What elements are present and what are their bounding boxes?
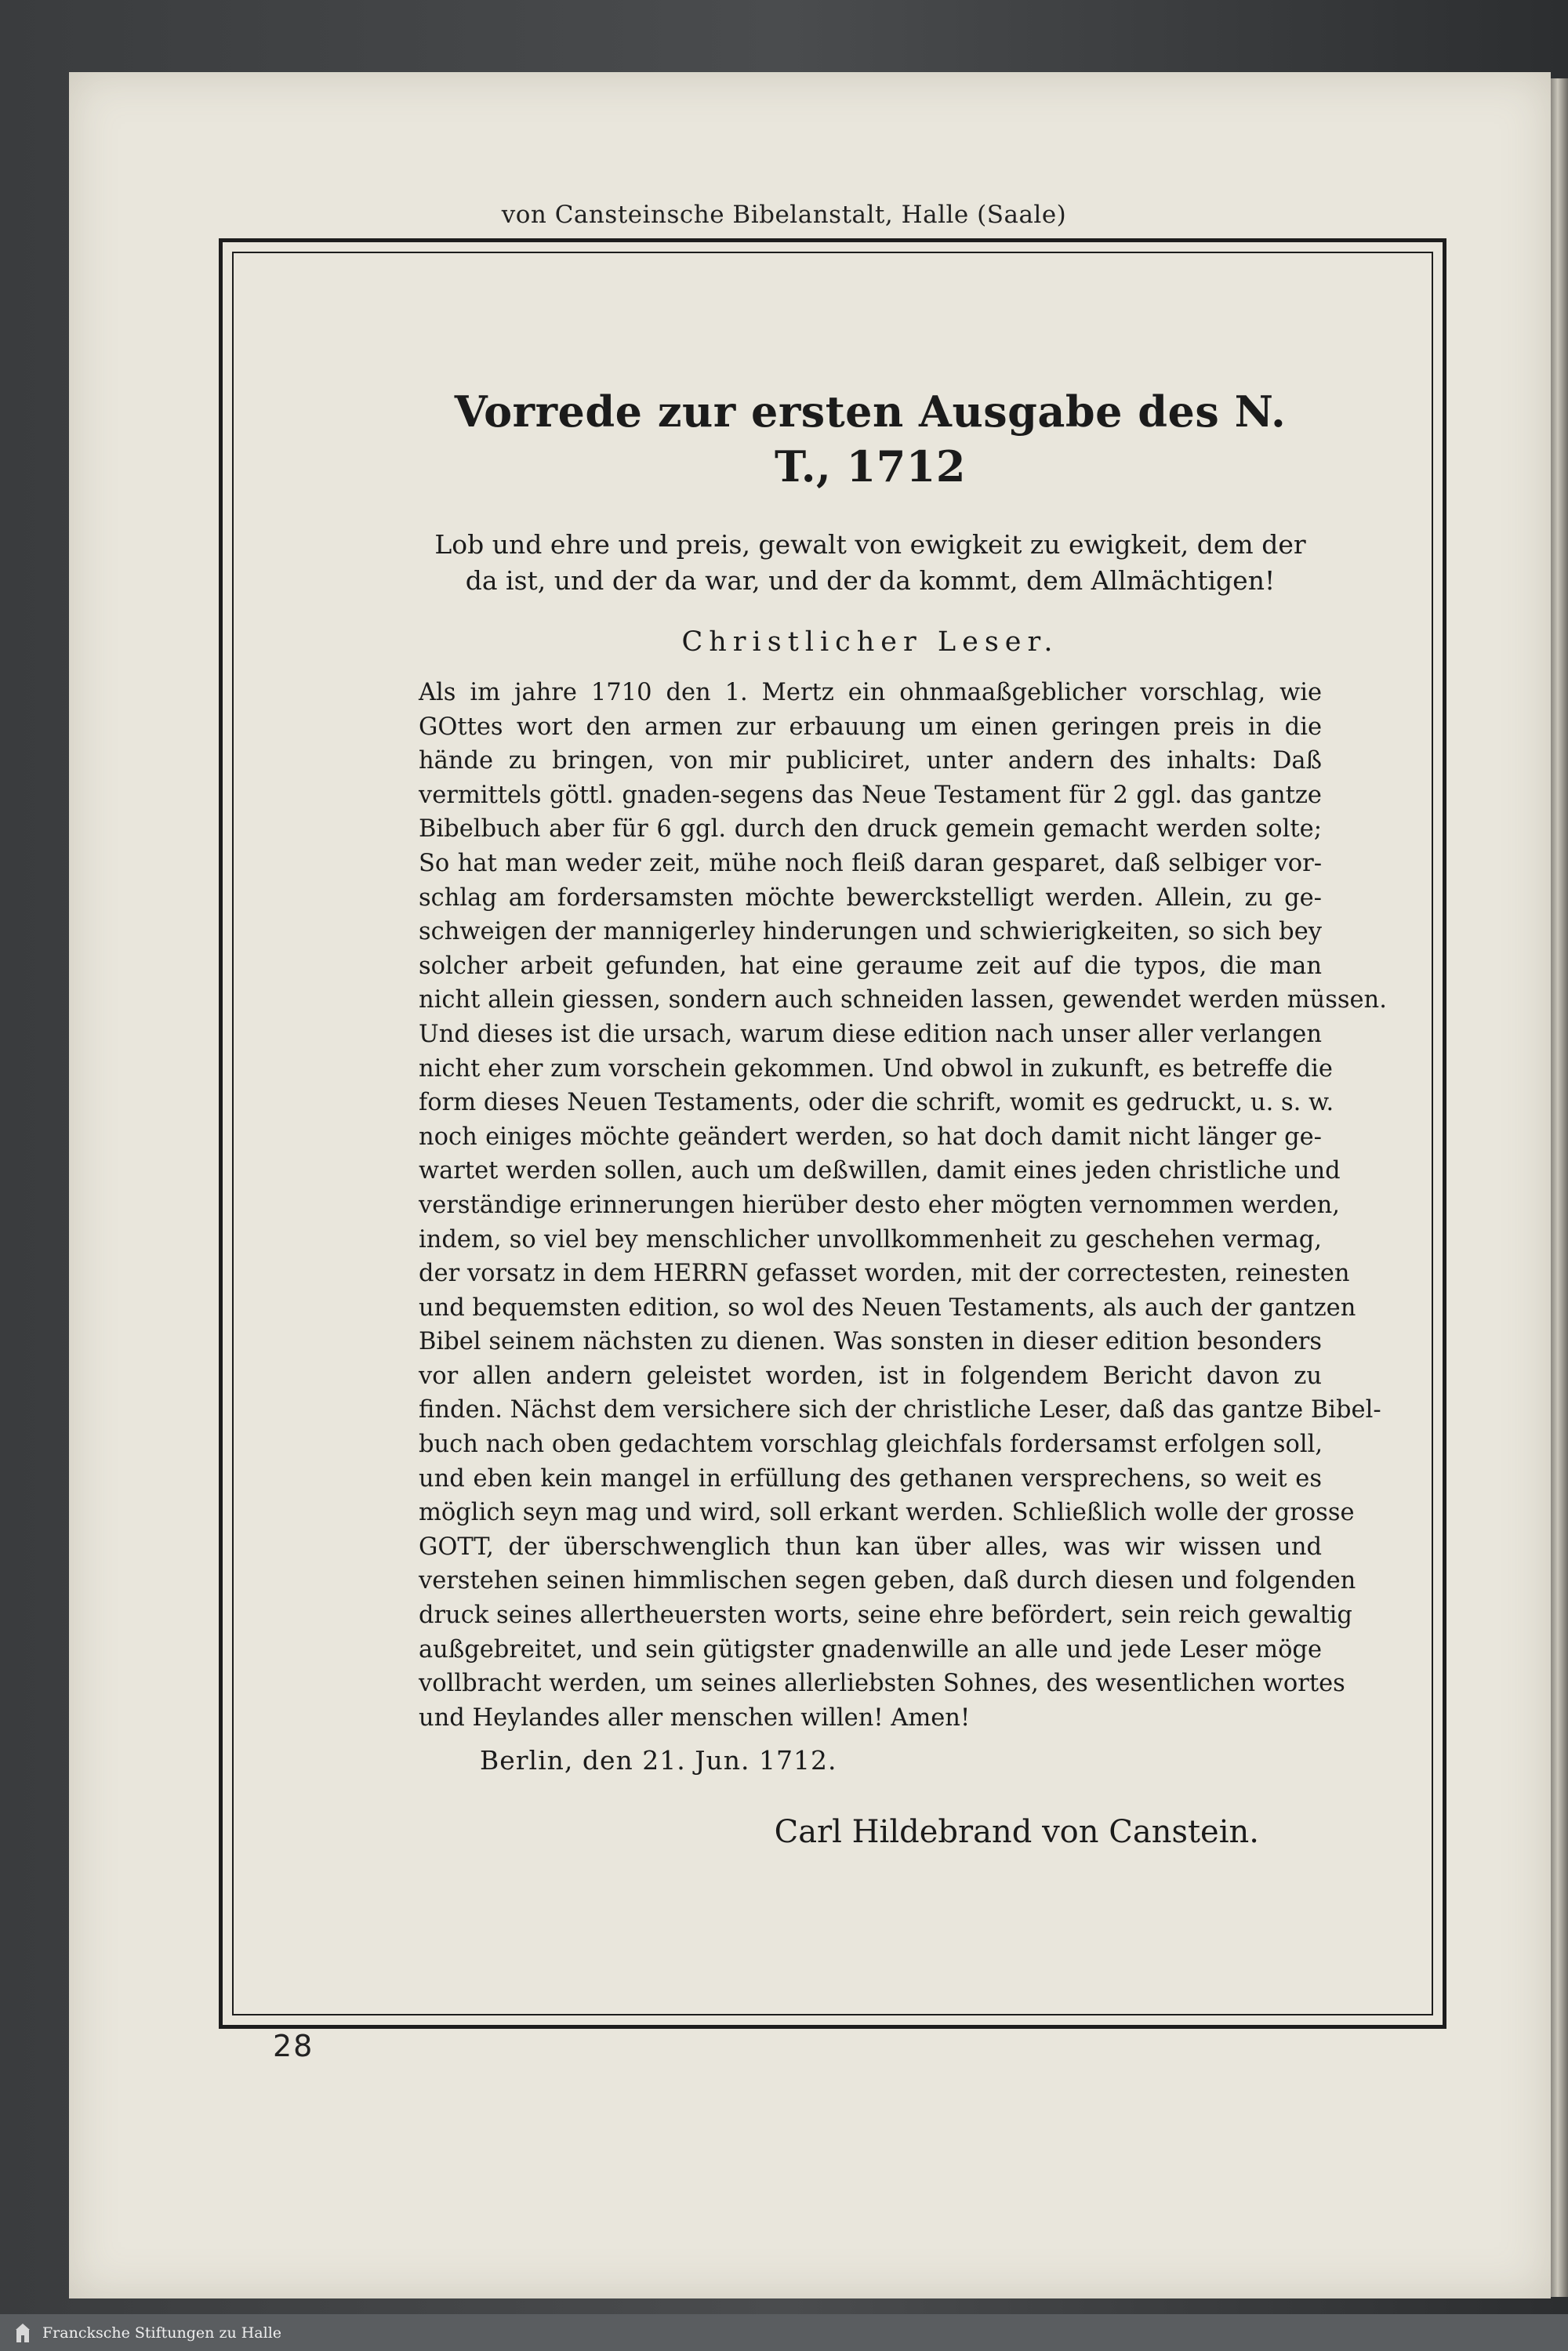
salutation: Christlicher Leser. (681, 626, 1059, 658)
body-line: schweigen der mannigerley hinderungen und schwierigkeiten, so sich bey (419, 918, 1322, 946)
body-line: nicht eher zum vorschein gekommen. Und obwol in zukunft, es betreffe die (419, 1054, 1333, 1083)
doxology: Lob und ehre und preis, gewalt von ewigkeit zu ewigkeit, dem der da ist, und der da war, und der da kommt, dem Allmächtigen! (434, 529, 1306, 596)
running-head: von Cansteinsche Bibelanstalt, Halle (Saale) (501, 201, 1067, 229)
body-line: nicht allein giessen, sondern auch schneiden lassen, gewendet werden müssen. (419, 986, 1387, 1014)
preface-body (419, 676, 1387, 1735)
body-line: wartet werden sollen, auch um deßwillen, damit eines jeden christliche und (419, 1157, 1341, 1185)
body-line: und Heylandes aller menschen willen! Amen! (419, 1703, 971, 1732)
body-line: außgebreitet, und sein gütigster gnadenwille an alle und jede Leser möge (419, 1635, 1322, 1663)
body-line: und bequemsten edition, so wol des Neuen Testaments, als auch der gantzen (419, 1293, 1356, 1322)
body-line: GOTT, der überschwenglich thun kan über alles, was wir wissen und (419, 1533, 1322, 1561)
body-line: GOttes wort den armen zur erbauung um einen geringen preis in die (419, 713, 1322, 741)
body-line: indem, so viel bey menschlicher unvollkommenheit zu geschehen vermag, (419, 1225, 1322, 1254)
body-line: vollbracht werden, um seines allerliebsten Sohnes, des wesentlichen wortes (419, 1670, 1345, 1698)
body-line: druck seines allertheuersten worts, seine ehre befördert, sein reich gewaltig (419, 1602, 1352, 1630)
body-line: hände zu bringen, von mir publiciret, unter andern des inhalts: Daß (419, 747, 1322, 775)
body-line: Als im jahre 1710 den 1. Mertz ein ohnmaaßgeblicher vorschlag, wie (419, 679, 1322, 706)
body-line: Bibelbuch aber für 6 ggl. durch den druck gemein gemacht werden solte; (419, 815, 1322, 844)
dateline: Berlin, den 21. Jun. 1712. (480, 1745, 837, 1776)
body-line: So hat man weder zeit, mühe noch fleiß daran gesparet, daß selbiger vor- (419, 849, 1322, 877)
archive-logo-icon (13, 2320, 33, 2346)
archive-footer-bar (0, 2314, 1568, 2351)
facing-page-edge (1551, 78, 1568, 2297)
text-block (419, 384, 1387, 1854)
body-line: möglich seyn mag und wird, soll erkant werden. Schließlich wolle der grosse (419, 1499, 1355, 1527)
body-line: buch nach oben gedachtem vorschlag gleichfals fordersamst erfolgen soll, (419, 1431, 1323, 1459)
body-line: verständige erinnerungen hierüber desto eher mögten vernommen werden, (419, 1191, 1340, 1219)
body-line: finden. Nächst dem versichere sich der christliche Leser, daß das gantze Bibel- (419, 1396, 1381, 1424)
body-line: und eben kein mangel in erfüllung des gethanen versprechens, so weit es (419, 1464, 1322, 1493)
body-line: solcher arbeit gefunden, hat eine geraume zeit auf die typos, die man (419, 952, 1322, 980)
page-number: 28 (273, 2029, 314, 2063)
body-line: noch einiges möchte geändert werden, so hat doch damit nicht länger ge- (419, 1123, 1322, 1151)
body-line: Und dieses ist die ursach, warum diese edition nach unser aller verlangen (419, 1020, 1322, 1048)
page-title: Vorrede zur ersten Ausgabe des N. T., 1712 (454, 386, 1287, 492)
body-line: form dieses Neuen Testaments, oder die schrift, womit es gedruckt, u. s. w. (419, 1089, 1334, 1117)
signature: Carl Hildebrand von Canstein. (774, 1814, 1259, 1851)
archive-label: Francksche Stiftungen zu Halle (42, 2324, 282, 2342)
body-line: verstehen seinen himmlischen segen geben, daß durch diesen und folgenden (419, 1567, 1356, 1595)
body-line: der vorsatz in dem HERRN gefasset worden, mit der correctesten, reinesten (419, 1260, 1350, 1288)
body-line: vermittels göttl. gnaden-segens das Neue Testament für 2 ggl. das gantze (419, 781, 1322, 809)
body-line: vor allen andern geleistet worden, ist in folgendem Bericht davon zu (419, 1362, 1322, 1390)
body-line: schlag am fordersamsten möchte bewerckstelligt werden. Allein, zu ge- (419, 883, 1322, 912)
body-line: Bibel seinem nächsten zu dienen. Was sonsten in dieser edition besonders (419, 1328, 1322, 1356)
